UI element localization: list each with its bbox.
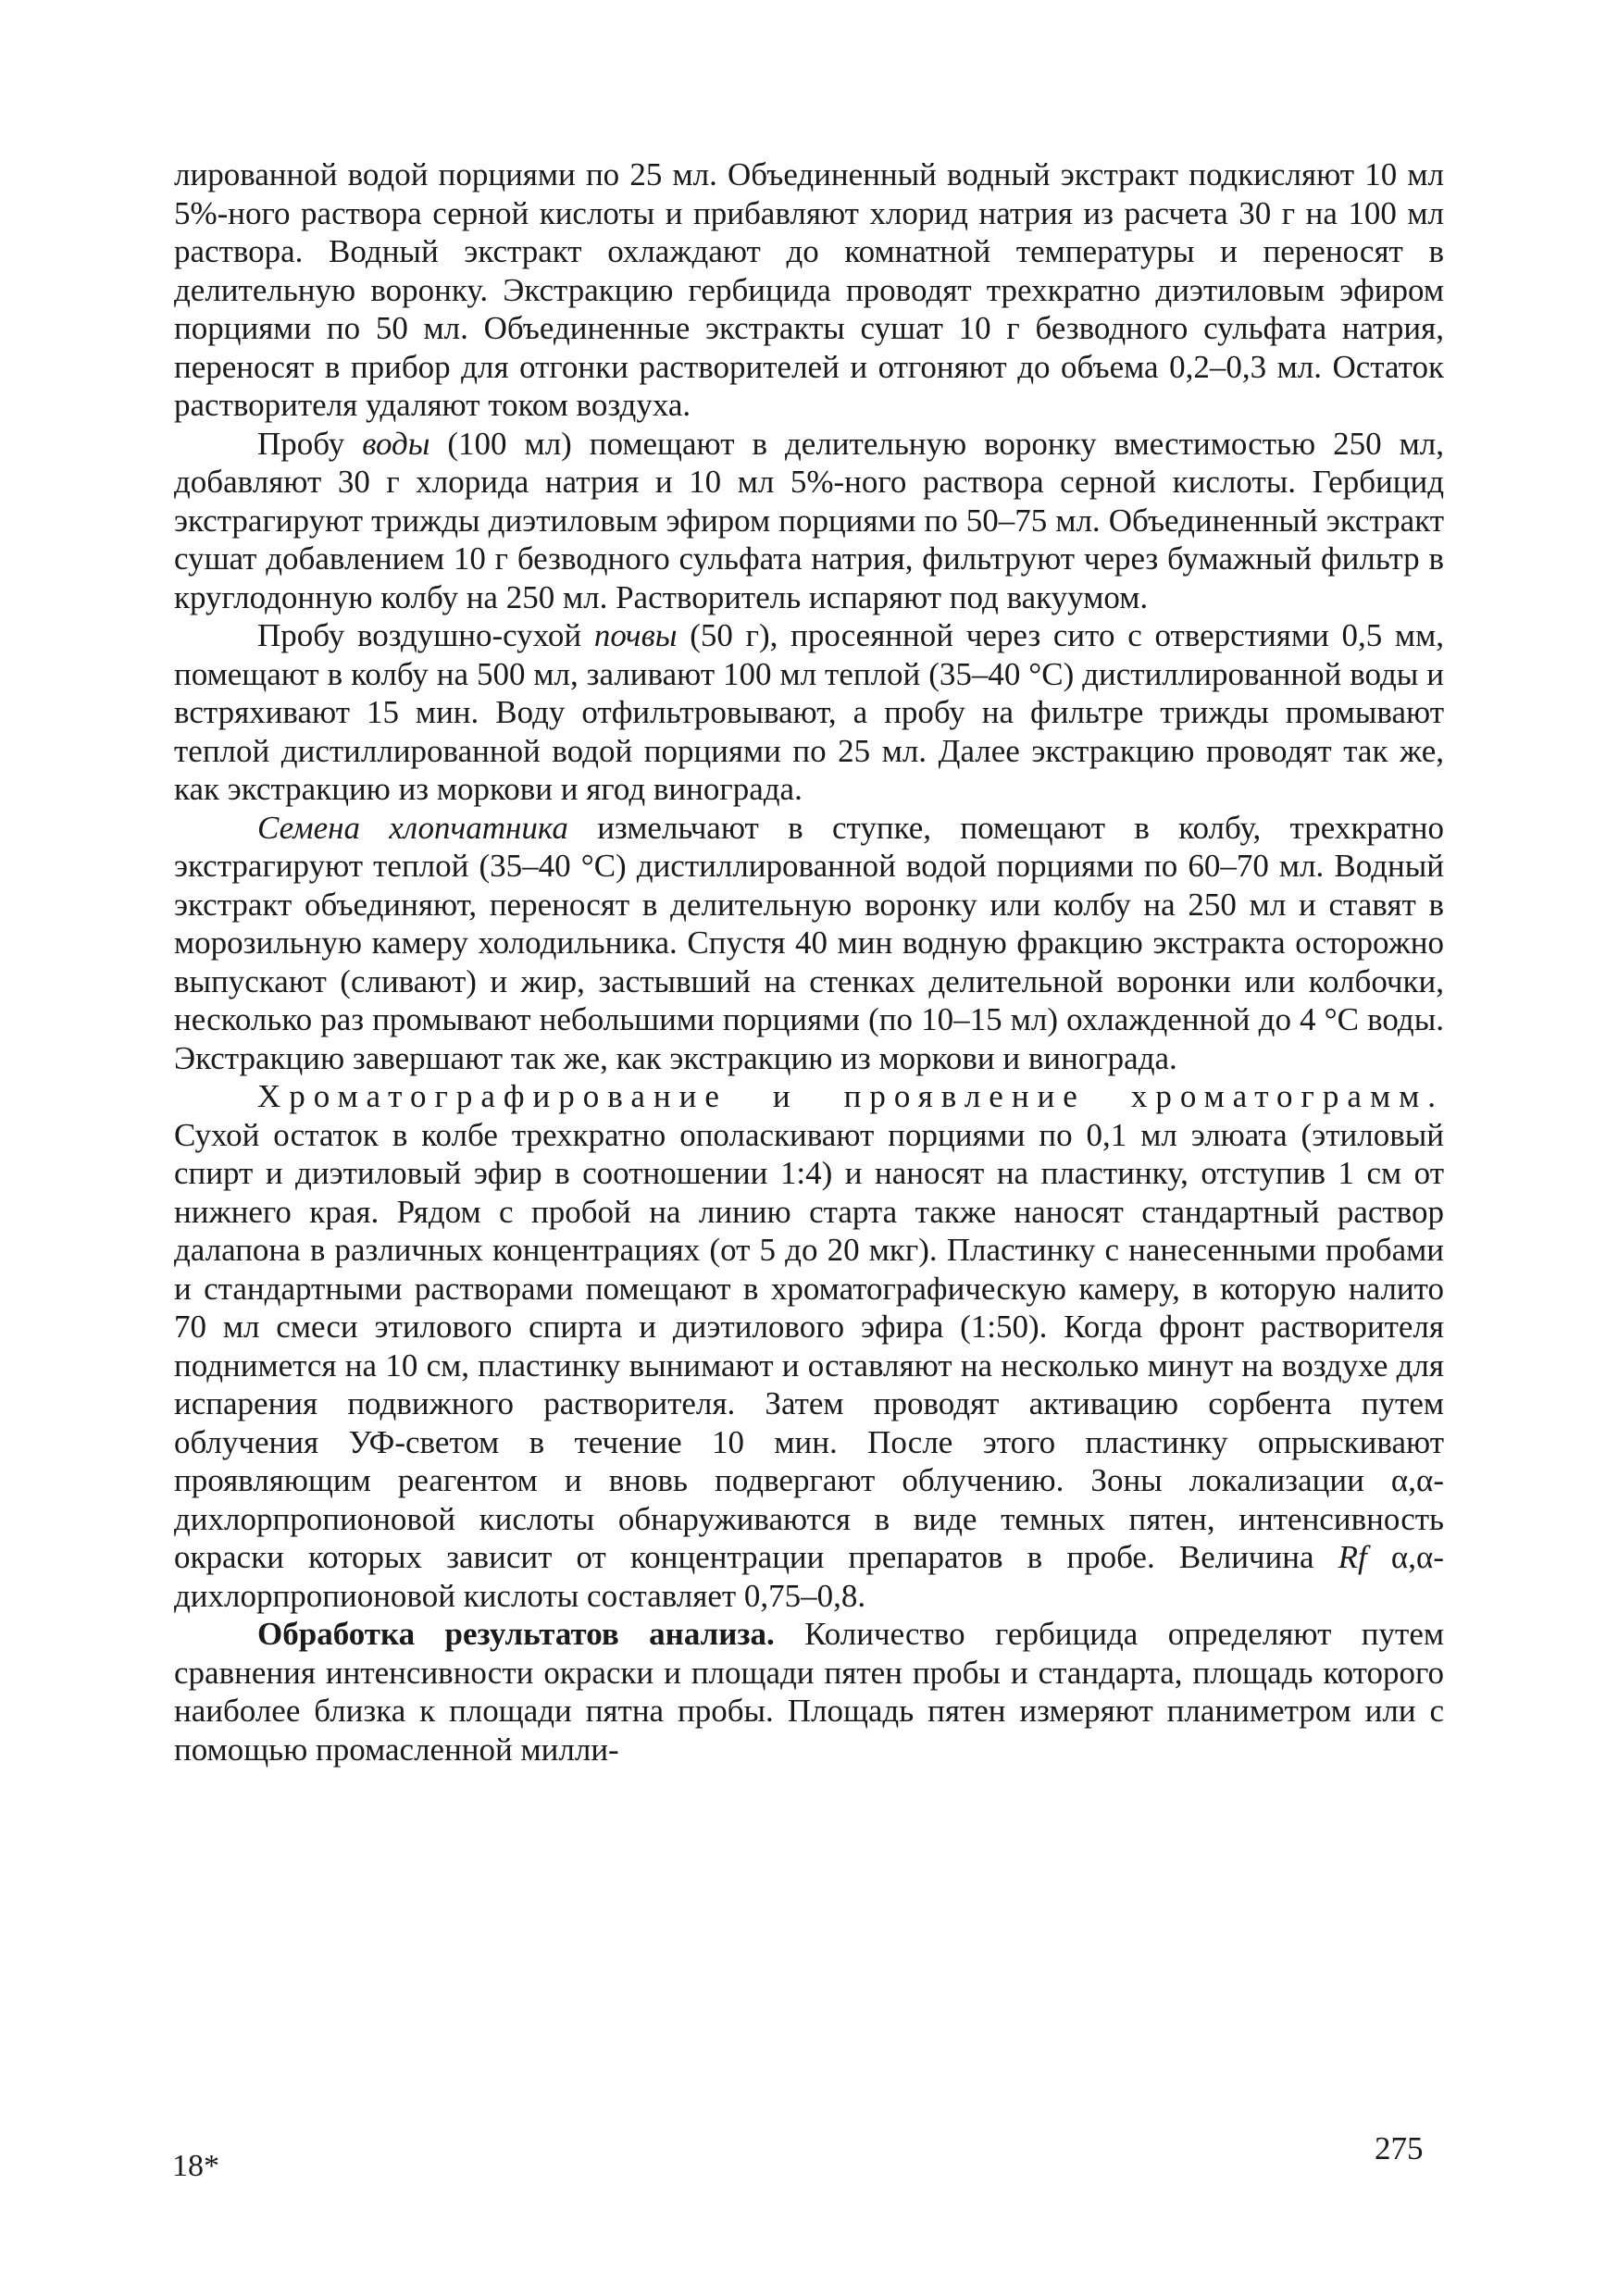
paragraph-soil-sample [174,616,1444,809]
text-run: α,α-дихлорпропионовой кислоты составляет 0,75–0,8. [174,1539,1444,1614]
page-number: 275 [1375,2130,1424,2166]
paragraph-continuation: лированной водой порциями по 25 мл. Объединенный водный экстракт подкисляют 10 мл 5%-ного раствора серной кислоты и прибавляют хлорид натрия из расчета 30 г на 100 мл раствора. Водный экстракт охлаждают до комнатной температуры и переносят в делительную воронку. Экстракцию гербицида проводят трехкратно диэтиловым эфиром порциями по 50 мл. Объединенные экстракты сушат 10 г безводного сульфата натрия, переносят в прибор для отгонки растворителей и отгоняют до объема 0,2–0,3 мл. Остаток растворителя удаляют током воздуха. [174,156,1444,423]
text-run: (100 мл) помещают в делительную воронку вместимостью 250 мл, добавляют 30 г хлорида натрия и 10 мл 5%-ного раствора серной кислоты. Гербицид экстрагируют трижды диэтиловым эфиром порциями по 50–75 мл. Объединенный экстракт сушат добавлением 10 г безводного сульфата натрия, фильтруют через бумажный фильтр в круглодонную колбу на 250 мл. Растворитель испаряют под вакуумом. [174,425,1444,615]
page-body [174,155,1444,1769]
text-run: (50 г), просеянной через сито с отверстиями 0,5 мм, помещают в колбу на 500 мл, заливают 100 мл теплой (35–40 °С) дистиллированной воды и встряхивают 15 мин. Воду отфильтровывают, а пробу на фильтре трижды промывают теплой дистиллированной водой порциями по 25 мл. Далее экстракцию проводят так же, как экстракцию из моркови и ягод винограда. [174,617,1444,807]
paragraph-chromatography [174,1077,1444,1615]
paragraph-results-processing [174,1615,1444,1769]
paragraph-water-sample [174,425,1444,617]
text-run: Количество гербицида определяют путем сравнения интенсивности окраски и площади пятен пробы и стандарта, площадь которого наиболее близка к площади пятна пробы. Площадь пятен измеряют планиметром или с помощью промасленной милли- [174,1616,1444,1768]
italic-term-soil: почвы [593,617,678,653]
paragraph-cotton-seeds [174,809,1444,1078]
text-run: Пробу [257,425,363,462]
text-run: Сухой остаток в колбе трехкратно ополаскивают порциями по 0,1 мл элюата (этиловый спирт и диэтиловый эфир в соотношении 1:4) и наносят на пластинку, отступив 1 см от нижнего края. Рядом с пробой на линию старта также наносят стандартный раствор далапона в различных концентрациях (от 5 до 20 мкг). Пластинку с нанесенными пробами и стандартными растворами помещают в хроматографическую камеру, в которую налито 70 мл смеси этилового спирта и диэтилового эфира (1:50). Когда фронт растворителя поднимется на 10 см, пластинку вынимают и оставляют на несколько минут на воздухе для испарения подвижного растворителя. Затем проводят активацию сорбента путем облучения УФ-светом в течение 10 мин. После этого пластинку опрыскивают проявляющим реагентом и вновь подвергают облучению. Зоны локализации α,α-дихлорпропионовой кислоты обнаруживаются в виде темных пятен, интенсивность окраски которых зависит от концентрации препаратов в пробе. Величина [174,1116,1444,1575]
spaced-heading-chromatography: Хроматографирование и проявление хроматограмм. [257,1078,1444,1114]
bold-heading-results: Обработка результатов анализа. [257,1616,775,1652]
italic-term-water: воды [362,425,430,462]
text-run: Пробу воздушно-сухой [257,617,594,653]
italic-symbol-rf: Rf [1338,1539,1367,1575]
italic-term-cotton-seeds: Семена хлопчатника [257,809,568,846]
signature-mark: 18* [172,2149,219,2183]
text-run: измельчают в ступке, помещают в колбу, трехкратно экстрагируют теплой (35–40 °С) дистиллированной водой порциями по 60–70 мл. Водный экстракт объединяют, переносят в делительную воронку или колбу на 250 мл и ставят в морозильную камеру холодильника. Спустя 40 мин водную фракцию экстракта осторожно выпускают (сливают) и жир, застывший на стенках делительной воронки или колбочки, несколько раз промывают небольшими порциями (по 10–15 мл) охлажденной до 4 °С воды. Экстракцию завершают так же, как экстракцию из моркови и винограда. [174,809,1444,1076]
